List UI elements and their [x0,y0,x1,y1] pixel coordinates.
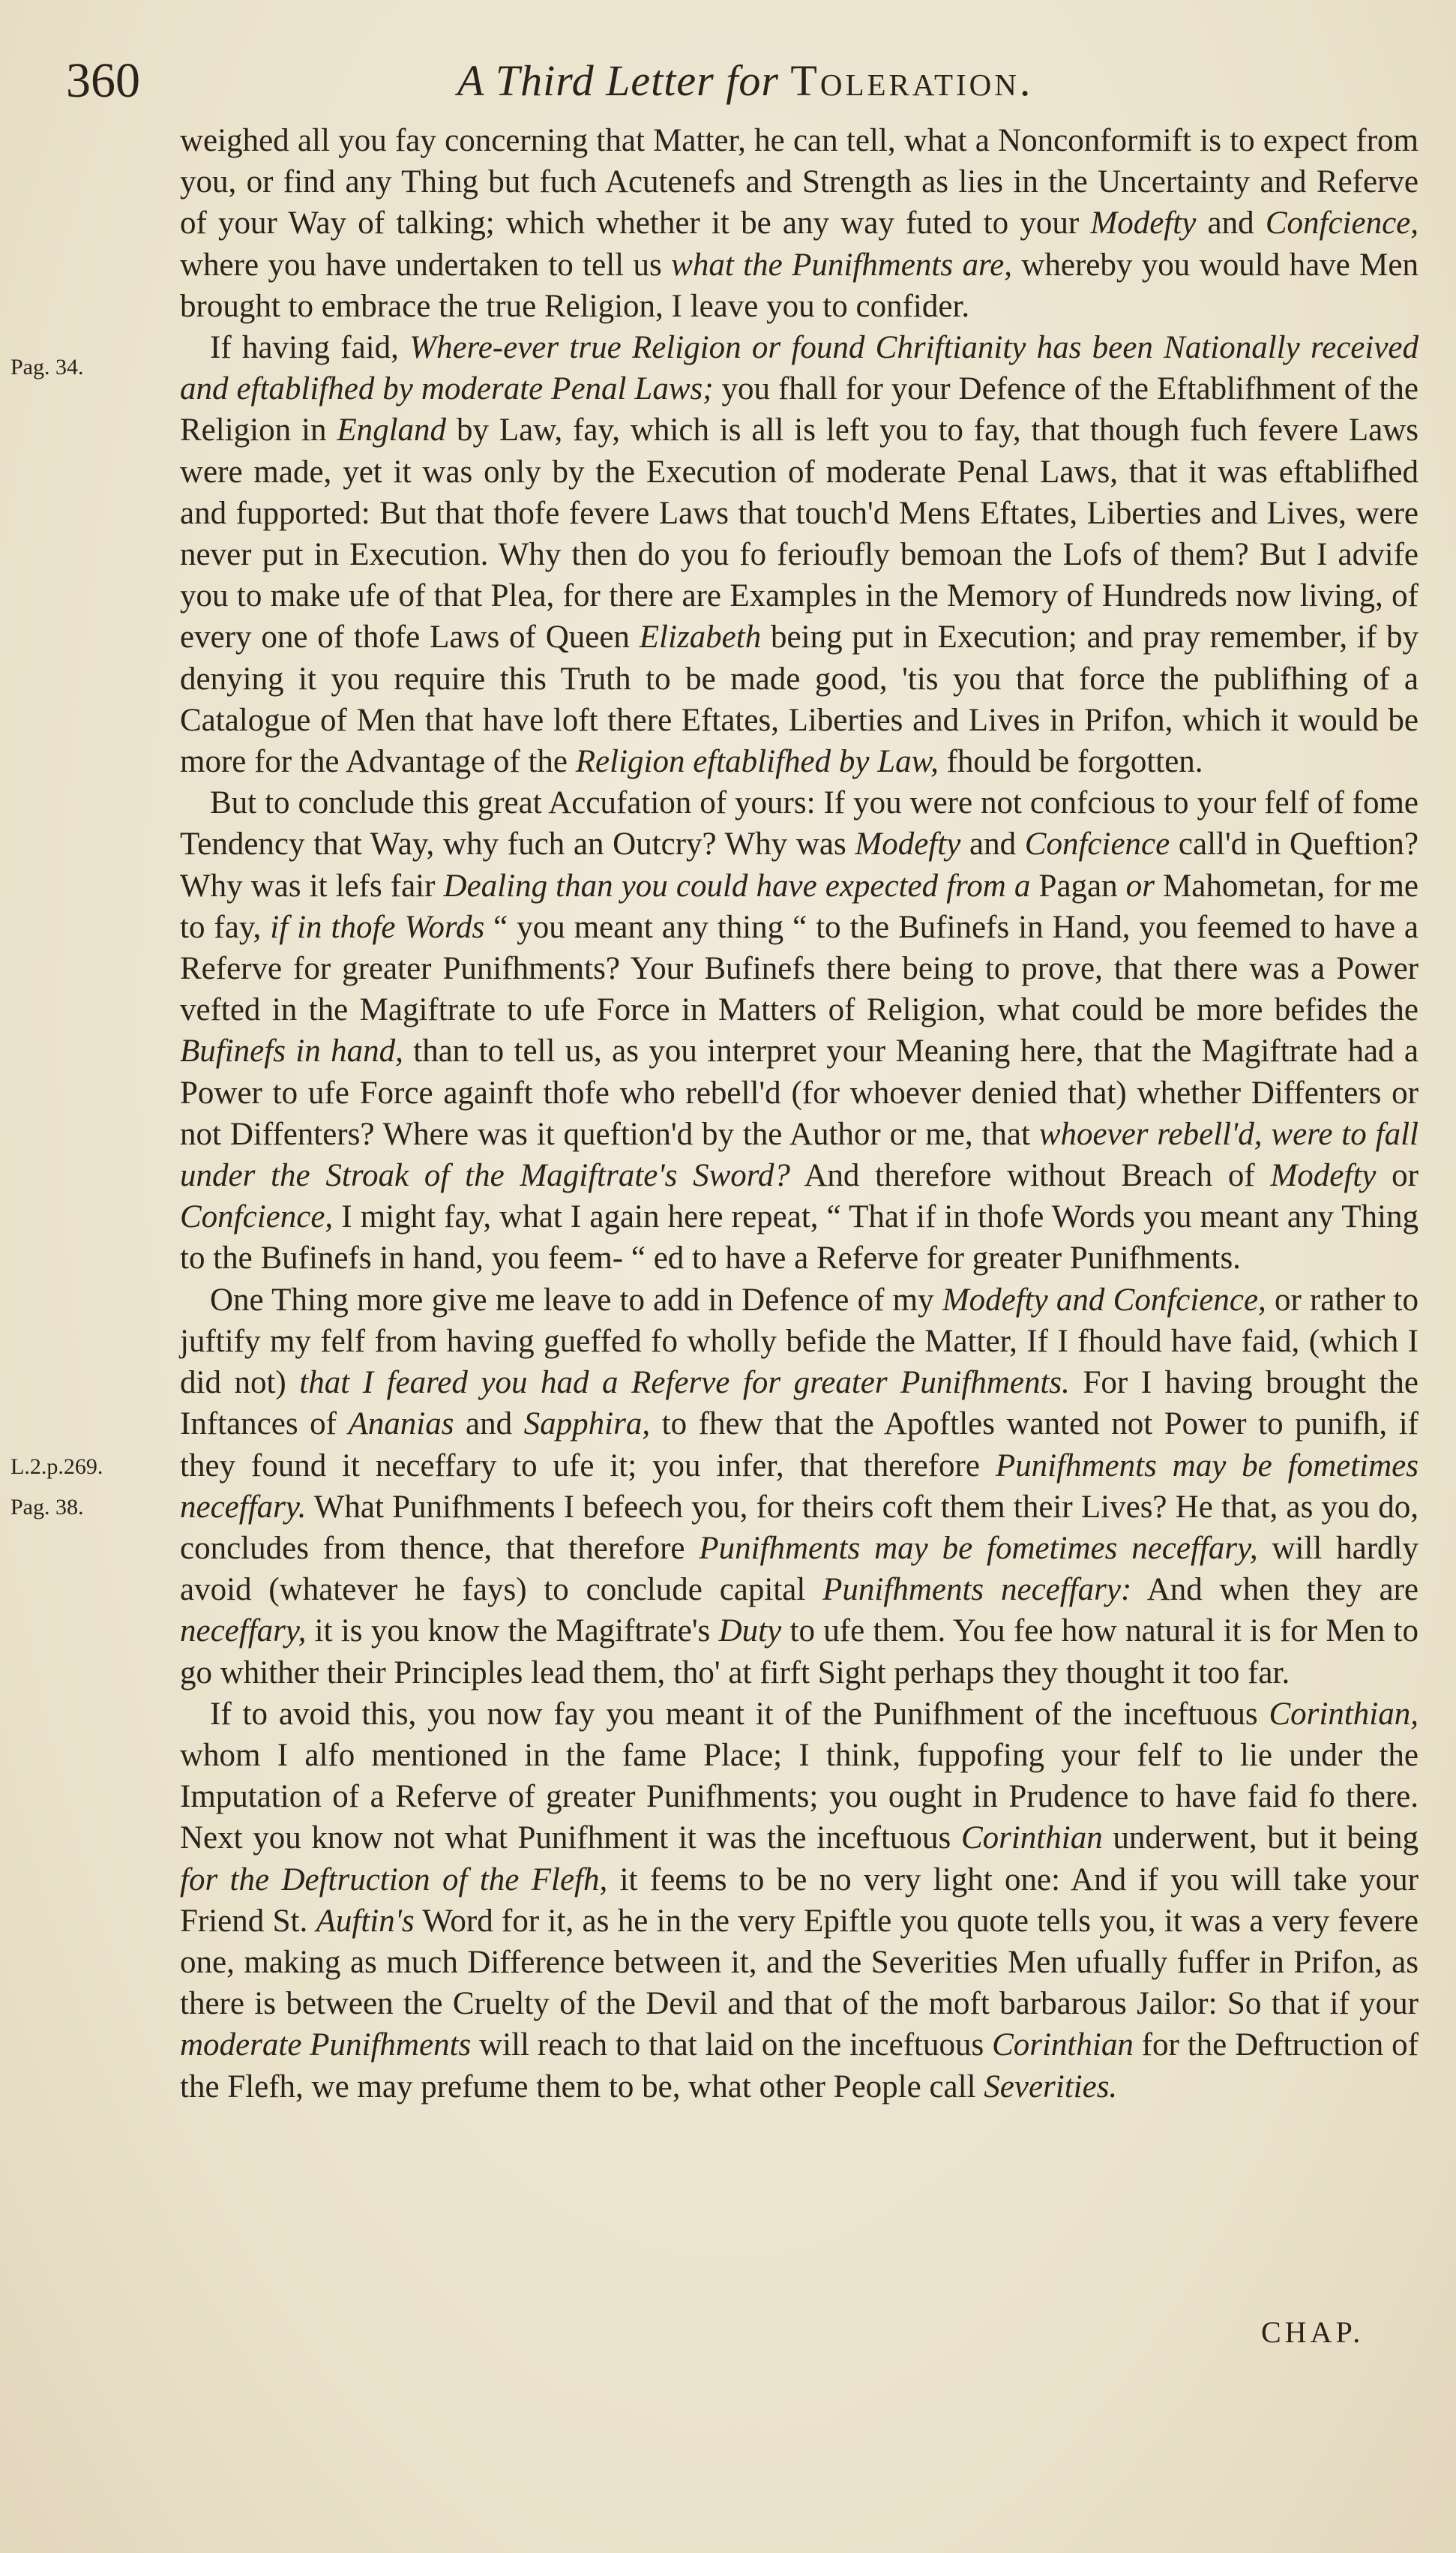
p3-text: than to tell us, as you interpret your Meaning here, that the Magiftrate had a Power to ufe Force againft thofe who rebell'd (for whoever denied that) whether Diffenters or not Diffenters? Where was it queftion'd by the Author or me, that [180,1034,1419,1152]
p4-text: to ufe them. You fee how natural it is for Men to go whither their Principles lead them, tho' at firft Sight perhaps they thought it too far. [180,1613,1419,1690]
p1-text: and [1196,206,1266,242]
p5-text: for the Deftruction of the Flefh, we may prefume them to be, what other People call [180,2027,1419,2104]
p3-italic: Confcience [1024,826,1170,862]
p3-text: call'd in Queftion? Why was it lefs fair [180,826,1419,904]
p4-text: to fhew that the Apoftles wanted not Power to punifh, if they found it neceffary to ufe it; you infer, that therefore [180,1406,1419,1484]
p4-italic: Punifhments may be fometimes neceffary, [699,1530,1258,1566]
p4-italic: Punifhments neceffary: [822,1572,1132,1608]
paragraph-3 [180,782,1419,1279]
catchword: CHAP. [1261,2315,1365,2349]
running-title [457,51,1033,111]
p5-italic: for the Deftruction of the Flefh, [180,1862,608,1898]
p4-text: it is you know the Magiftrate's [306,1613,719,1649]
p3-text: or [1376,1158,1419,1194]
margin-note-l2-p269: L.2.p.269. [10,1454,103,1479]
p2-italic: Elizabeth [639,620,762,656]
p5-italic: Corinthian [960,1820,1103,1856]
p3-text: Mahometan, for me to fay, [180,868,1419,945]
p5-text: whom I alfo mentioned in the fame Place; I think, fuppofing your felf to lie under the Imputation of a Referve of greater Punifhments; you ought in Prudence to have faid fo there. Next you know not what Punifhment it was the inceftuous [180,1737,1419,1856]
paragraph-4 [180,1280,1419,1694]
p2-text: being put in Execution; and pray remember, if by denying it you require this Truth to be made good, 'tis you that force the publifhing of a Catalogue of Men that have loft there Eftates, Liberties and Lives in Prifon, which it would be more for the Advantage of the [180,620,1419,780]
margin-note-pag-34: Pag. 34. [10,355,84,380]
p2-text: by Law, fay, which is all is left you to fay, that though fuch fevere Laws were made, yet it was only by the Execution of moderate Penal Laws, that it was eftablifhed and fupported: But that thofe fevere Laws that touch'd Mens Eftates, Liberties and Lives, were never put in Execution. Why then do you fo ferioufly bemoan the Lofs of them? But I advife you to make ufe of that Plea, for there are Examples in the Memory of Hundreds now living, of every one of thofe Laws of Queen [180,412,1419,656]
p4-italic: that I feared you had a Referve for greater Punifhments. [299,1365,1070,1401]
p4-text: And when they are [1131,1572,1419,1608]
page-header [60,51,1395,111]
p3-text: And therefore without Breach of [789,1158,1271,1194]
p3-italic: Modefty [1270,1158,1377,1194]
body-text [180,120,1419,2108]
page-number: 360 [66,53,140,108]
p4-text: For I having brought the Inftances of [180,1365,1419,1442]
p3-italic: or [1125,868,1155,904]
p2-text: If having faid, [210,330,410,366]
p5-text: Word for it, as he in the very Epiftle you quote tells you, it was a very fevere one, making as much Difference between it, and the Severities Men ufually fuffer in Prifon, as there is between the Cruelty of the Devil and that of the moft barbarous Jailor: So that if your [180,1903,1419,2022]
p2-italic: England [337,412,447,448]
p3-italic: if in thofe Words [270,909,485,945]
p5-text: it feems to be no very light one: And if you will take your Friend St. [180,1862,1419,1939]
p3-italic: Modefty [855,826,961,862]
paragraph-2 [180,327,1419,782]
p1-text: whereby you would have Men brought to embrace the true Religion, I leave you to confider. [180,247,1419,324]
p4-text: and [454,1406,524,1442]
p3-italic: Confcience, [180,1199,334,1235]
p3-text: Pagan [1030,868,1126,904]
p2-text: you fhall for your Defence of the Eftablifhment of the Religion in [180,371,1419,448]
p5-italic: Auftin's [316,1903,415,1939]
p3-text: “ you meant any thing “ to the Bufinefs in Hand, you feemed to have a Referve for greater Punifhments? Your Bufinefs there being to prove, that there was a Power vefted in the Magiftrate to ufe Force in Matters of Religion, what could be more befides the [180,909,1419,1028]
p5-italic: Corinthian [992,2027,1134,2063]
p5-text: underwent, but it being [1102,1820,1419,1856]
p4-italic: Sapphira, [523,1406,651,1442]
p1-italic: what the Punifhments are, [671,247,1012,283]
p4-text: will hardly avoid (whatever he fays) to conclude capital [180,1530,1419,1608]
p4-italic: Duty [718,1613,782,1649]
p5-text: If to avoid this, you now fay you meant it of the Punifhment of the inceftuous [210,1696,1269,1732]
p3-italic: whoever rebell'd, were to fall under the Stroak of the Magiftrate's Sword? [180,1116,1419,1194]
p2-text: fhould be forgotten. [938,744,1203,780]
p5-text: will reach to that laid on the inceftuous [471,2027,993,2063]
p3-italic: Bufinefs in hand, [180,1034,403,1070]
p5-italic: Corinthian, [1269,1696,1419,1732]
p4-text: or rather to juftify my felf from having gueffed fo wholly befide the Matter, If I fhould have faid, (which I did not) [180,1282,1419,1401]
p3-text: I might fay, what I again here repeat, “ That if in thofe Words you meant any Thing to the Bufinefs in hand, you feem- “ ed to have a Referve for greater Punifhments. [180,1199,1419,1276]
p1-italic: Modefty [1090,206,1197,242]
p3-italic: Dealing than you could have expected from a [443,868,1031,904]
p4-text: One Thing more give me leave to add in Defence of my [210,1282,942,1318]
margin-note-pag-38: Pag. 38. [10,1495,84,1520]
p4-italic: Ananias [348,1406,454,1442]
p5-italic: moderate Punifhments [180,2027,472,2063]
p5-italic: Severities. [984,2068,1118,2104]
p4-italic: Modefty and Confcience, [942,1282,1266,1318]
paragraph-5 [180,1694,1419,2108]
p2-italic: Where-ever true Religion or found Chriftianity has been Nationally received and eftablifhed by moderate Penal Laws; [180,330,1419,407]
p3-text: But to conclude this great Accufation of yours: If you were not confcious to your felf of fome Tendency that Way, why fuch an Outcry? Why was [180,785,1419,862]
p3-text: and [960,826,1025,862]
paragraph-1 [180,120,1419,327]
p1-italic: Confcience, [1265,206,1419,242]
p1-text: weighed all you fay concerning that Matter, he can tell, what a Nonconformift is to expect from you, or find any Thing but fuch Acutenefs and Strength as lies in the Uncertainty and Referve of your Way of talking; which whether it be any way futed to your [180,123,1419,242]
p1-text: where you have undertaken to tell us [180,247,672,283]
running-title-caps: Toleration. [790,56,1034,105]
p2-italic: Religion eftablifhed by Law, [575,744,939,780]
running-title-italic: A Third Letter for [457,56,779,105]
p4-italic: neceffary, [180,1613,307,1649]
p4-italic: Punifhments may be fometimes neceffary. [180,1448,1419,1525]
p4-text: What Punifhments I befeech you, for theirs coft them their Lives? He that, as you do, concludes from thence, that therefore [180,1489,1419,1566]
